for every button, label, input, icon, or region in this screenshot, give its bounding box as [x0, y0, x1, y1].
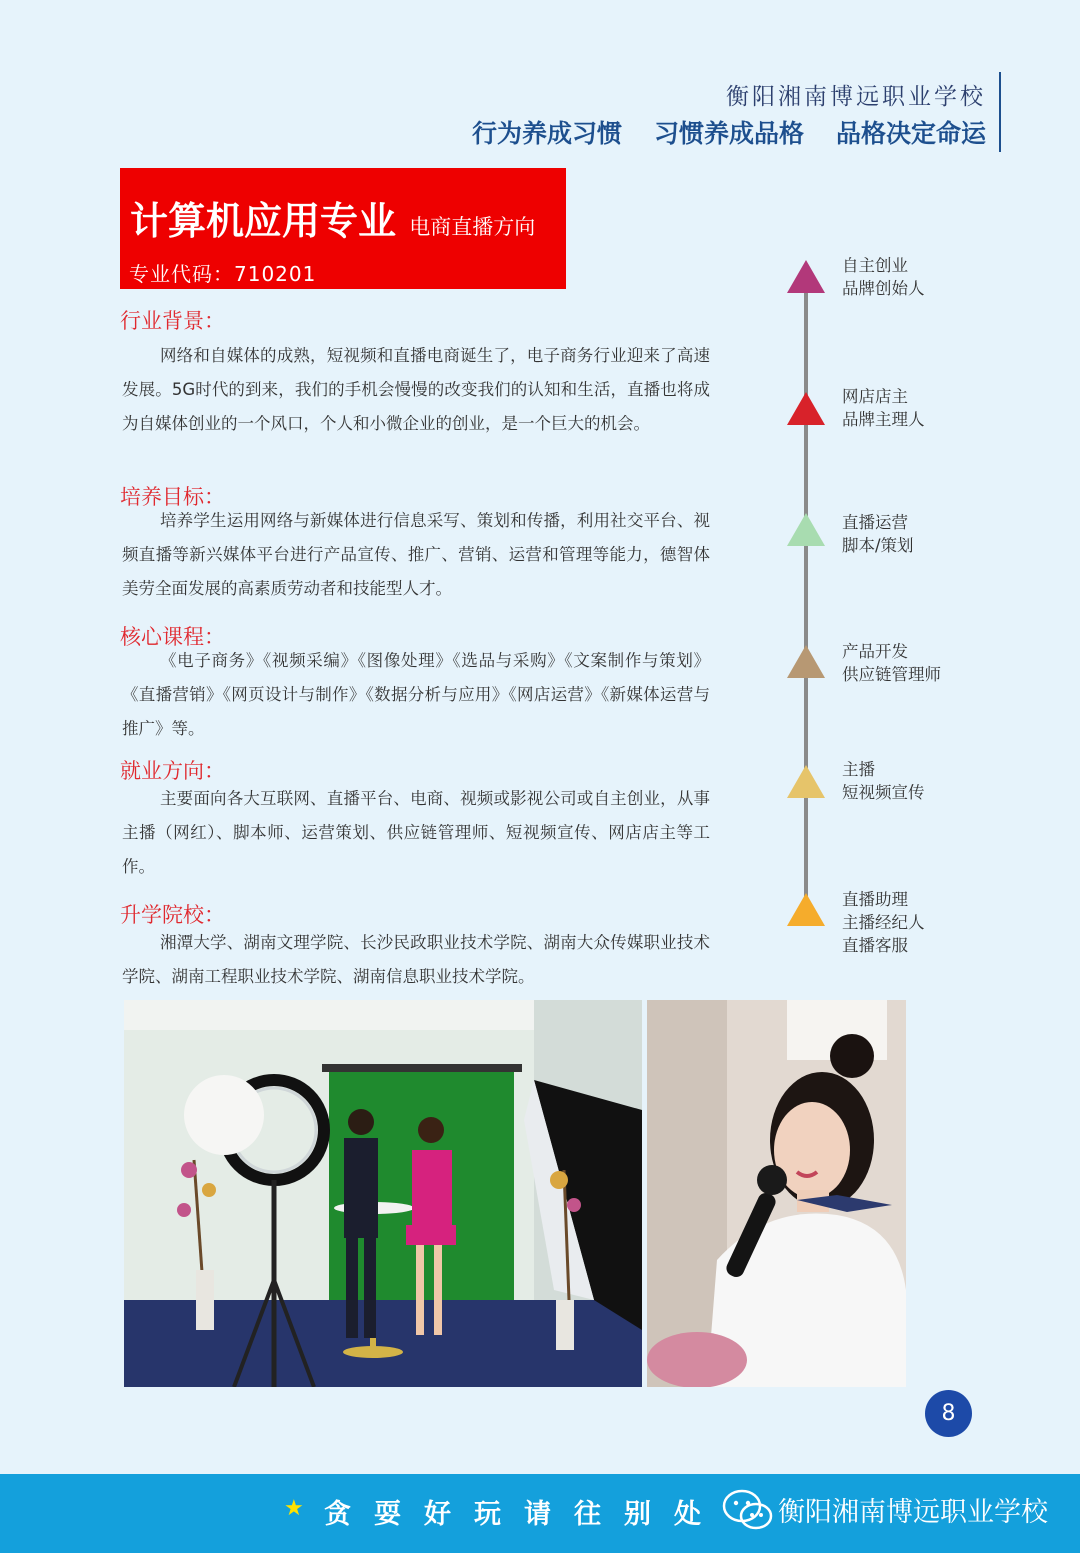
career-step [842, 888, 925, 957]
career-step-line: 主播经纪人 [842, 913, 925, 932]
section-text-courses: 《电子商务》《视频采编》《图像处理》《选品与采购》《文案制作与策划》《直播营销》《网页设计与制作》《数据分析与应用》《网店运营》《新媒体运营与推广》等。 [122, 651, 710, 738]
career-marker-triangle [787, 260, 825, 293]
footer-bar [0, 1474, 1080, 1553]
host-photo [647, 1000, 906, 1387]
major-code: 专业代码：710201 [129, 262, 317, 286]
career-step-line: 直播客服 [842, 936, 908, 955]
motto-phrase: 品格决定命运 [835, 119, 986, 148]
header-divider [999, 72, 1001, 152]
major-title [130, 190, 535, 245]
career-step-line: 直播运营 [842, 513, 908, 532]
career-step [842, 758, 925, 804]
section-text-further-study: 湘潭大学、湖南文理学院、长沙民政职业技术学院、湖南大众传媒职业技术学院、湖南工程职业技术学院、湖南信息职业技术学院。 [122, 933, 710, 986]
section-title-industry: 行业背景： [120, 309, 225, 333]
career-step [842, 640, 941, 686]
career-step-line: 品牌创始人 [842, 279, 925, 298]
section-title-employment: 就业方向： [120, 759, 225, 783]
career-marker-triangle [787, 765, 825, 798]
career-step-line: 脚本/策划 [842, 536, 914, 555]
school-name-header: 衡阳湘南博远职业学校 [726, 84, 986, 110]
career-step-line: 产品开发 [842, 642, 908, 661]
star-icon: ★ [284, 1496, 304, 1521]
career-step [842, 511, 914, 557]
career-marker-triangle [787, 392, 825, 425]
major-name: 计算机应用专业 [130, 199, 397, 243]
footer-slogan: 贪耍好玩请往别处 [324, 1499, 724, 1530]
studio-photo [124, 1000, 642, 1387]
wechat-icon [722, 1488, 774, 1536]
major-direction: 电商直播方向 [409, 215, 536, 239]
motto-phrase: 行为养成习惯 [471, 119, 622, 148]
page-number: 8 [925, 1390, 972, 1437]
section-title-further-study: 升学院校： [120, 903, 225, 927]
career-step [842, 385, 925, 431]
career-step-line: 自主创业 [842, 256, 908, 275]
section-text-employment: 主要面向各大互联网、直播平台、电商、视频或影视公司或自主创业，从事主播（网红）、脚本师、运营策划、供应链管理师、短视频宣传、网店店主等工作。 [122, 789, 710, 876]
career-timeline-line [804, 286, 808, 918]
section-text-goal: 培养学生运用网络与新媒体进行信息采写、策划和传播，利用社交平台、视频直播等新兴媒体平台进行产品宣传、推广、营销、运营和管理等能力，德智体美劳全面发展的高素质劳动者和技能型人才。 [122, 511, 710, 598]
career-step-line: 直播助理 [842, 890, 908, 909]
career-marker-triangle [787, 513, 825, 546]
career-step-line: 品牌主理人 [842, 410, 925, 429]
section-title-goal: 培养目标： [120, 485, 225, 509]
career-step [842, 254, 925, 300]
motto-phrase: 习惯养成品格 [653, 119, 804, 148]
career-step-line: 网店店主 [842, 387, 908, 406]
career-step-line: 供应链管理师 [842, 665, 941, 684]
section-title-courses: 核心课程： [120, 625, 225, 649]
career-step-line: 短视频宣传 [842, 783, 925, 802]
career-step-line: 主播 [842, 760, 875, 779]
career-marker-triangle [787, 645, 825, 678]
major-title-block [120, 168, 566, 289]
section-text-industry: 网络和自媒体的成熟，短视频和直播电商诞生了，电子商务行业迎来了高速发展。5G时代的到来，我们的手机会慢慢的改变我们的认知和生活，直播也将成为自媒体创业的一个风口，个人和小微企业的创业，是一个巨大的机会。 [122, 346, 710, 433]
school-motto [472, 114, 986, 150]
career-marker-triangle [787, 893, 825, 926]
footer-school-name: 衡阳湘南博远职业学校 [778, 1497, 1048, 1528]
